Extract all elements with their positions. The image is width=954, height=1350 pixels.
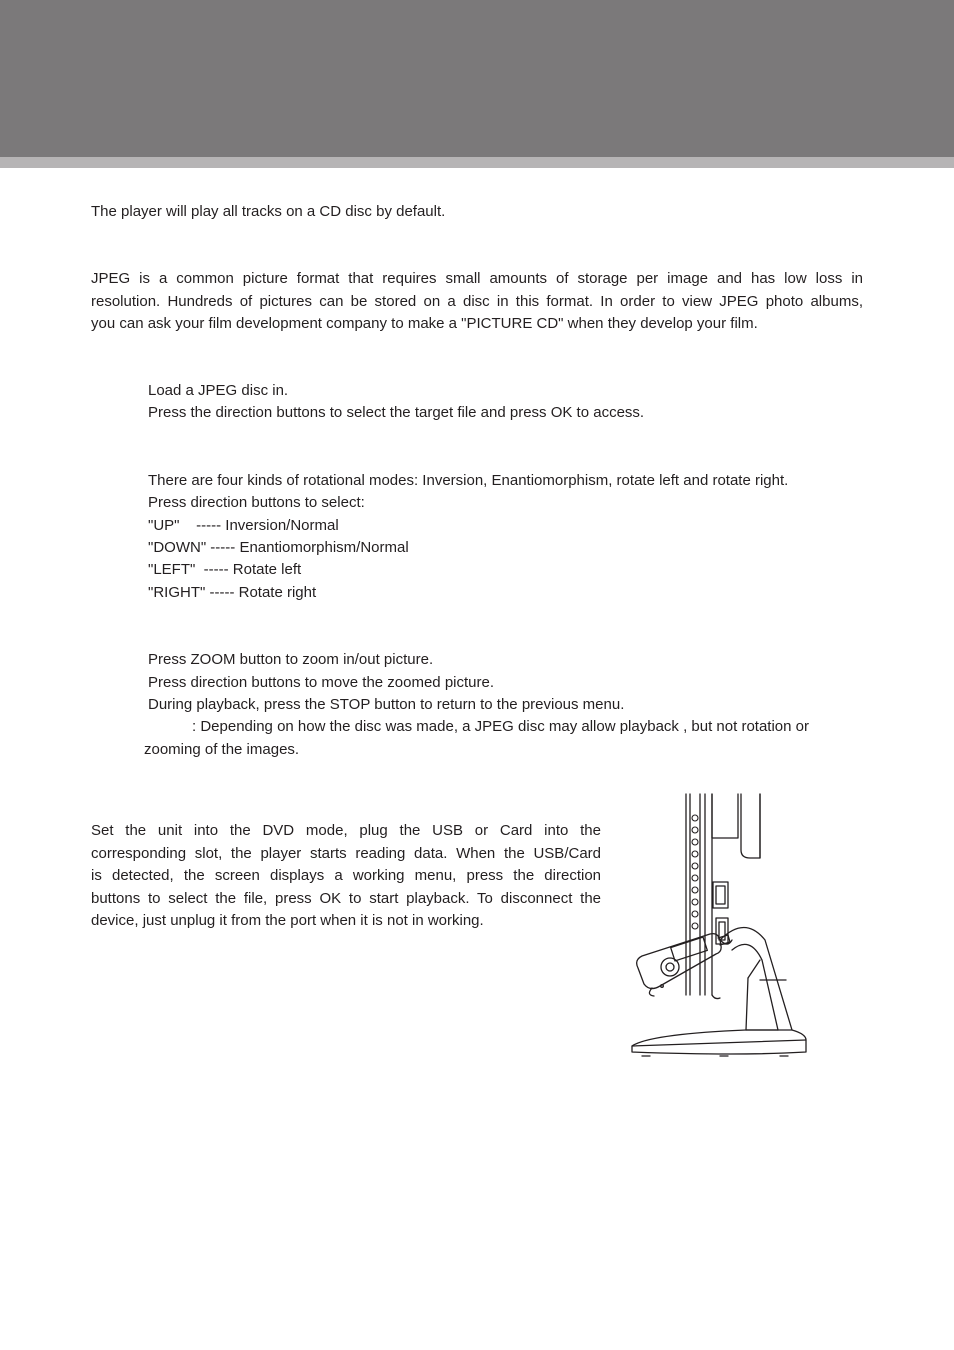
rotation-left: "LEFT" ----- Rotate left [148,561,302,578]
header-stripe [0,157,954,168]
usb-line: Set the unit into the DVD mode, plug the USB or Card into the [91,822,601,839]
jpeg-intro-line: resolution. Hundreds of pictures can be stored on a disc in this format. In order to view JPEG photo albums, [91,292,863,310]
jpeg-intro [91,268,863,336]
usb-line: buttons to select the file, press OK to start playback. To disconnect the [91,889,601,907]
rotation-line: There are four kinds of rotational modes: Inversion, Enantiomorphism, rotate left and rotate right. [148,472,789,489]
zoom-line: Press direction buttons to move the zoomed picture. [148,674,495,691]
cd-note: The player will play all tracks on a CD disc by default. [91,203,446,220]
jpeg-step: Press the direction buttons to select the target file and press OK to access. [148,404,645,421]
usb-line: device, just unplug it from the port when it is not in working. [91,912,484,929]
rotation-line: Press direction buttons to select: [148,494,365,511]
zoom-line: During playback, press the STOP button to return to the previous menu. [148,696,625,713]
zoom-note: : Depending on how the disc was made, a JPEG disc may allow playback , but not rotation or [192,718,809,735]
header-band [0,0,954,157]
jpeg-step: Load a JPEG disc in. [148,382,289,399]
jpeg-intro-line: JPEG is a common picture format that requires small amounts of storage per image and has low loss in [91,270,863,287]
usb-line: is detected, the screen displays a working menu, press the direction [91,867,601,884]
jpeg-intro-line: you can ask your film development company to make a "PICTURE CD" when they develop your film. [91,315,758,332]
rotation-right: "RIGHT" ----- Rotate right [148,584,317,601]
usb-paragraph [91,820,601,933]
zoom-note-cont: zooming of the images. [144,741,300,758]
zoom-line: Press ZOOM button to zoom in/out picture. [148,651,434,668]
device-usb-illustration [620,790,820,1070]
usb-line: corresponding slot, the player starts reading data. When the USB/Card [91,844,601,862]
rotation-down: "DOWN" ----- Enantiomorphism/Normal [148,539,409,556]
rotation-up: "UP" ----- Inversion/Normal [148,517,339,534]
